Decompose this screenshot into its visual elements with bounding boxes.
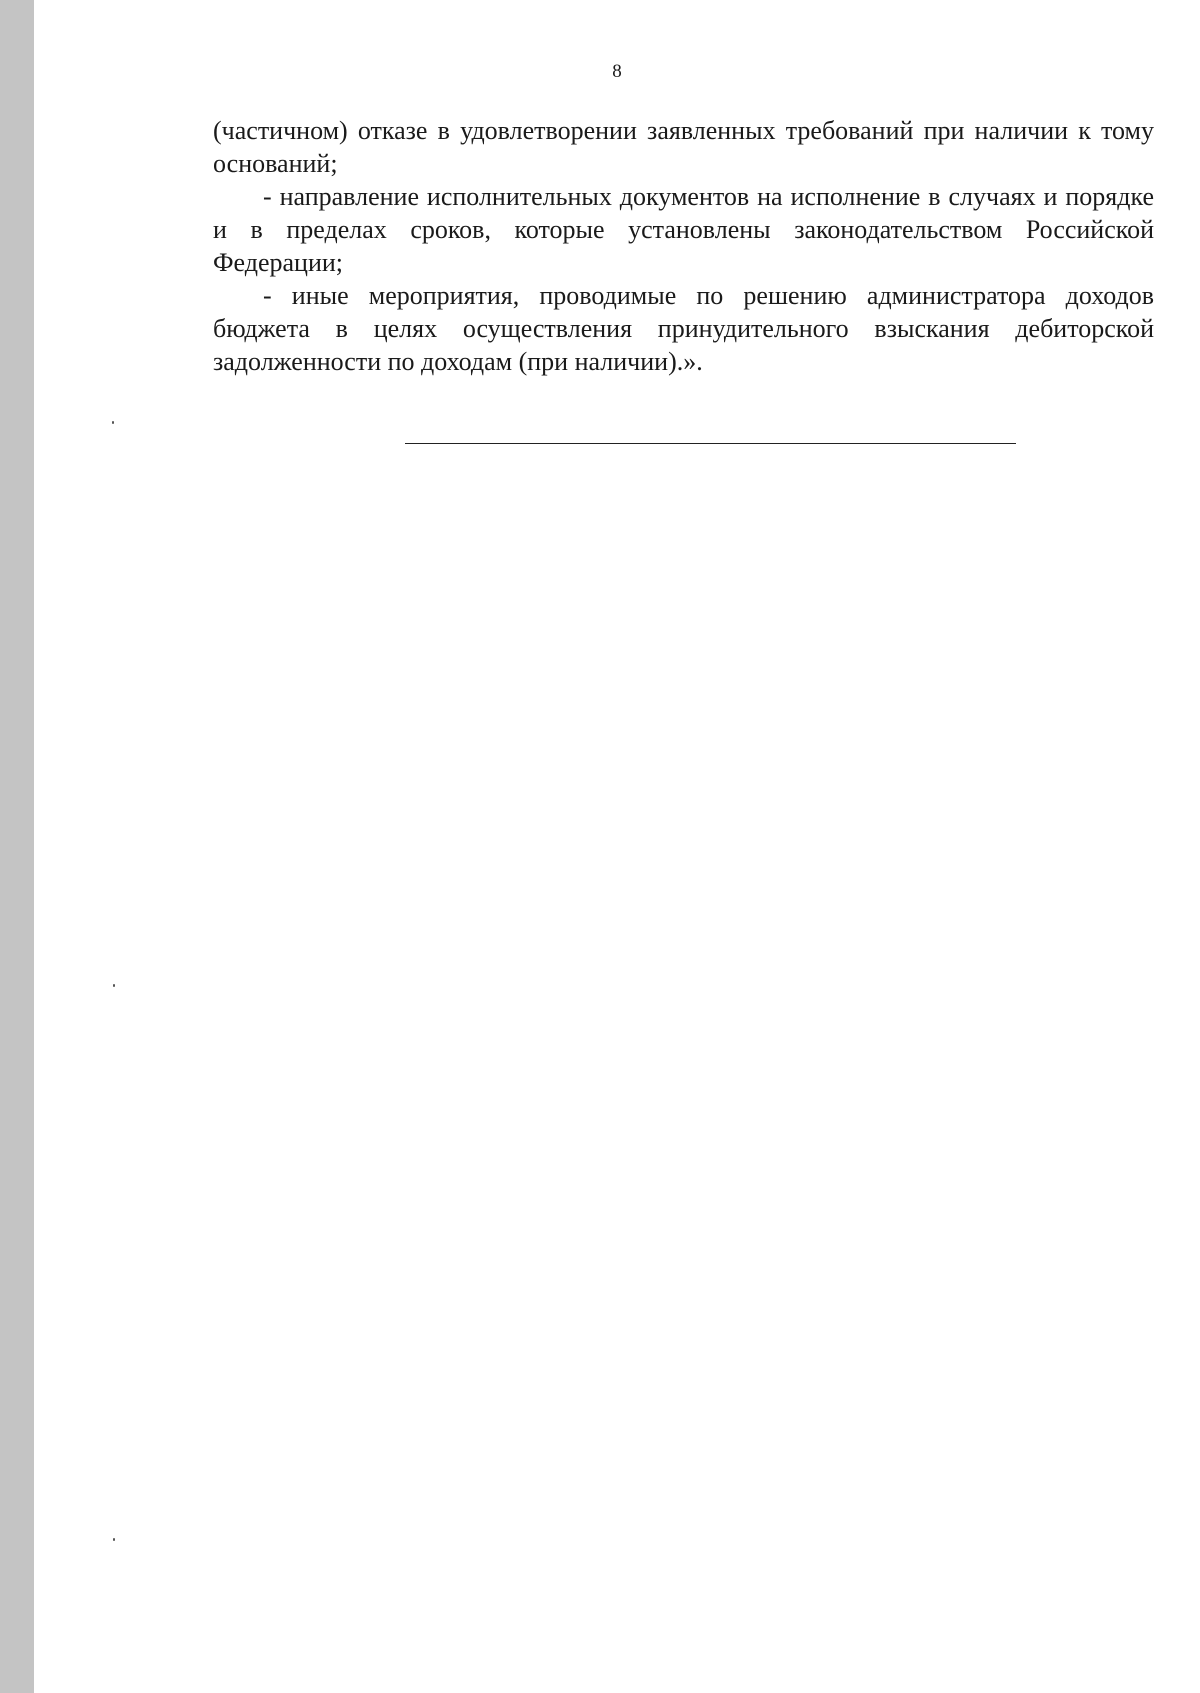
document-page xyxy=(34,0,1200,1693)
end-of-text-rule xyxy=(405,443,1016,444)
scan-artifact-dot xyxy=(113,1538,115,1541)
page-number: 8 xyxy=(612,61,622,82)
scan-edge-shadow xyxy=(0,0,34,1693)
scan-artifact-dot xyxy=(113,984,115,987)
paragraph-refusal-continuation: (частичном) отказе в удовлетворении заявленных требований при наличии к тому оснований; xyxy=(213,116,1154,178)
document-body xyxy=(213,114,1154,378)
scan-artifact-dot xyxy=(112,421,114,424)
list-item-enforcement-documents: - направление исполнительных документов на исполнение в случаях и порядке и в пределах сроков, которые установлены законодательством Российской Федерации; xyxy=(213,182,1154,277)
list-item-other-measures: - иные мероприятия, проводимые по решению администратора доходов бюджета в целях осуществления принудительного взыскания дебиторской задолженности по доходам (при наличии).». xyxy=(213,281,1154,376)
